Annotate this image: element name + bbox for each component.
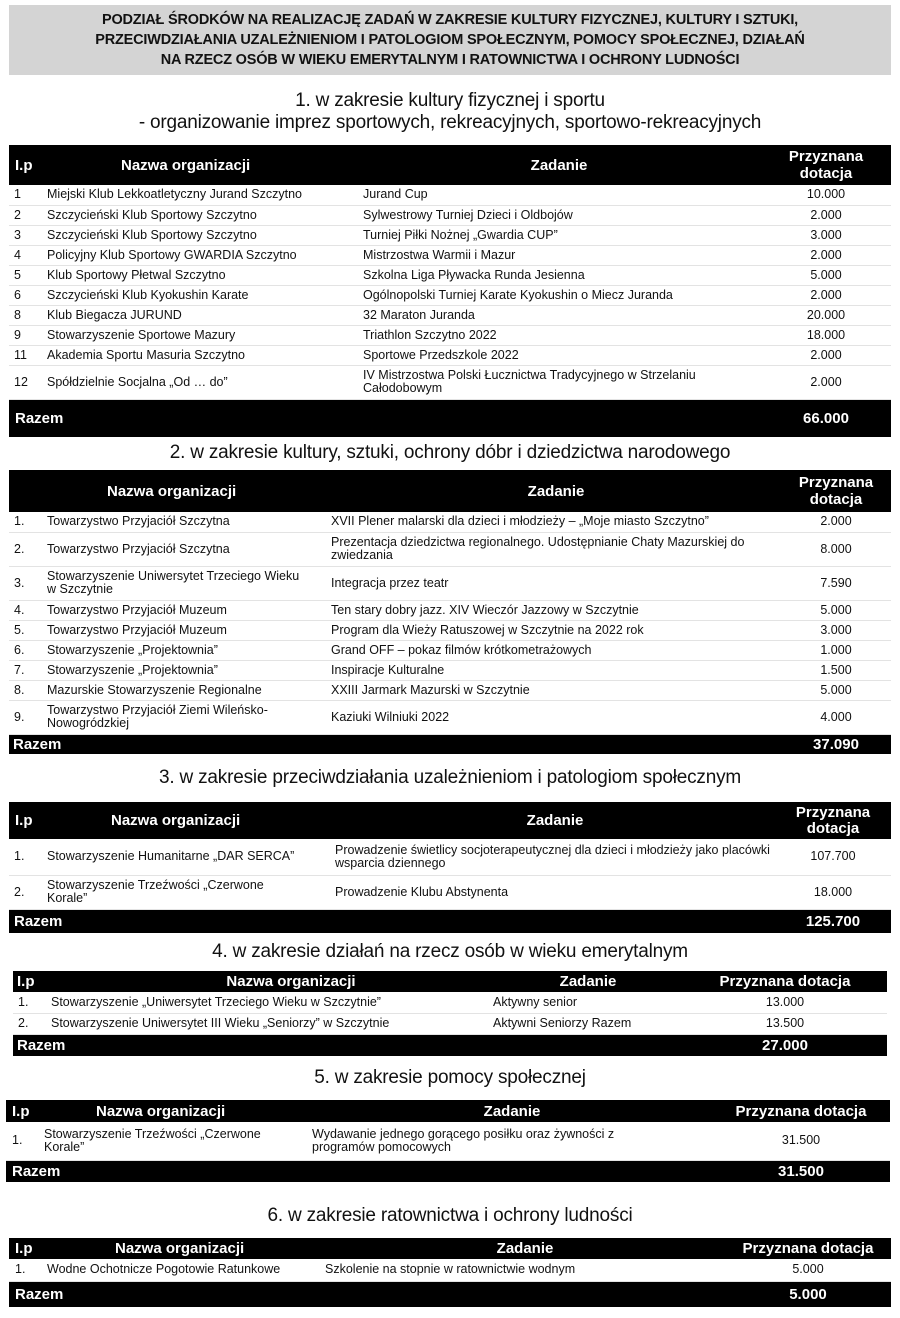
- cell-task: Szkolenie na stopnie w ratownictwie wodnym: [325, 1259, 725, 1281]
- cell-organization: Stowarzyszenie „Projektownia”: [43, 640, 331, 660]
- table-row: [9, 225, 891, 245]
- cell-organization: Spółdzielnie Socjalna „Od … do”: [43, 365, 357, 399]
- cell-amount: 4.000: [781, 700, 891, 734]
- total-amount: 5.000: [725, 1281, 891, 1307]
- section-title-line: 4. w zakresie działań na rzecz osób w wieku emerytalnym: [212, 941, 688, 962]
- header-amount: Przyznana dotacja: [781, 470, 891, 512]
- cell-amount: 5.000: [781, 680, 891, 700]
- header-amount: Przyznana dotacja: [761, 145, 891, 185]
- cell-lp: 4.: [9, 600, 43, 620]
- cell-lp: 2.: [9, 532, 43, 566]
- table-row: [6, 1122, 890, 1160]
- section-title-line: 1. w zakresie kultury fizycznej i sportu: [295, 90, 605, 111]
- cell-amount: 3.000: [781, 620, 891, 640]
- cell-organization: Towarzystwo Przyjaciół Szczytna: [43, 512, 331, 532]
- section-6-table: [9, 1238, 891, 1307]
- cell-amount: 2.000: [761, 345, 891, 365]
- cell-organization: Towarzystwo Przyjaciół Muzeum: [43, 600, 331, 620]
- cell-lp: 2: [9, 205, 43, 225]
- cell-lp: 6: [9, 285, 43, 305]
- cell-amount: 2.000: [761, 285, 891, 305]
- table-row: [9, 839, 891, 875]
- table-row: [9, 600, 891, 620]
- cell-task: Program dla Wieży Ratuszowej w Szczytnie na 2022 rok: [331, 620, 781, 640]
- header-amount: Przyznana dotacja: [712, 1100, 890, 1122]
- table-row: [13, 1013, 887, 1034]
- header-organization: Nazwa organizacji: [45, 1238, 325, 1259]
- table-row: [9, 365, 891, 399]
- cell-task: Sylwestrowy Turniej Dzieci i Oldbojów: [357, 205, 761, 225]
- document-title-line: PRZECIWDZIAŁANIA UZALEŻNIENIOM I PATOLOGIOM SPOŁECZNYM, POMOCY SPOŁECZNEJ, DZIAŁAŃ: [95, 32, 805, 48]
- cell-lp: 8: [9, 305, 43, 325]
- table-row: [9, 875, 891, 909]
- cell-amount: 5.000: [725, 1259, 891, 1281]
- table-header-row: [9, 1238, 891, 1259]
- cell-task: Kaziuki Wilniuki 2022: [331, 700, 781, 734]
- cell-amount: 1.500: [781, 660, 891, 680]
- cell-lp: 1.: [9, 839, 45, 875]
- cell-task: Prowadzenie świetlicy socjoterapeutycznej dla dzieci i młodzieży jako placówki wsparcia dziennego: [335, 839, 775, 875]
- cell-lp: 1.: [6, 1122, 42, 1160]
- cell-amount: 107.700: [775, 839, 891, 875]
- cell-amount: 8.000: [781, 532, 891, 566]
- section-4-table: [13, 971, 887, 1056]
- table-row: [9, 660, 891, 680]
- total-row: [6, 1160, 890, 1182]
- cell-lp: 3: [9, 225, 43, 245]
- section-2-title: [0, 442, 900, 464]
- section-2-table: [9, 470, 891, 754]
- cell-lp: 1: [9, 185, 43, 205]
- table-row: [13, 992, 887, 1013]
- total-amount: 31.500: [712, 1160, 890, 1182]
- cell-amount: 10.000: [761, 185, 891, 205]
- header-lp: I.p: [13, 971, 49, 992]
- header-amount: Przyznana dotacja: [683, 971, 887, 992]
- cell-organization: Klub Sportowy Płetwal Szczytno: [43, 265, 357, 285]
- section-title-line: 5. w zakresie pomocy społecznej: [314, 1067, 586, 1088]
- table-header-row: [9, 470, 891, 512]
- cell-lp: 3.: [9, 566, 43, 600]
- header-task: Zadanie: [493, 971, 683, 992]
- total-row: [9, 399, 891, 437]
- cell-organization: Szczycieński Klub Sportowy Szczytno: [43, 205, 357, 225]
- total-amount: 125.700: [775, 909, 891, 933]
- cell-organization: Stowarzyszenie „Projektownia”: [43, 660, 331, 680]
- cell-task: Triathlon Szczytno 2022: [357, 325, 761, 345]
- cell-lp: 12: [9, 365, 43, 399]
- table-row: [9, 205, 891, 225]
- table-row: [9, 640, 891, 660]
- section-1-title: [0, 90, 900, 134]
- cell-amount: 5.000: [761, 265, 891, 285]
- cell-task: Prowadzenie Klubu Abstynenta: [335, 875, 775, 909]
- cell-amount: 3.000: [761, 225, 891, 245]
- cell-organization: Towarzystwo Przyjaciół Muzeum: [43, 620, 331, 640]
- section-title-line: 3. w zakresie przeciwdziałania uzależnieniom i patologiom społecznym: [158, 767, 741, 788]
- section-1-table: [9, 145, 891, 437]
- total-label: Razem: [9, 1281, 725, 1307]
- table-header-row: [6, 1100, 890, 1122]
- total-label: Razem: [6, 1160, 712, 1182]
- table-row: [9, 1259, 891, 1281]
- cell-amount: 13.500: [683, 1013, 887, 1034]
- cell-amount: 2.000: [761, 205, 891, 225]
- total-label: Razem: [9, 734, 781, 754]
- cell-lp: 1.: [13, 992, 49, 1013]
- header-lp: I.p: [9, 145, 43, 185]
- cell-organization: Stowarzyszenie Uniwersytet III Wieku „Seniorzy” w Szczytnie: [49, 1013, 493, 1034]
- cell-organization: Towarzystwo Przyjaciół Ziemi Wileńsko-Nowogródzkiej: [43, 700, 331, 734]
- cell-organization: Mazurskie Stowarzyszenie Regionalne: [43, 680, 331, 700]
- cell-organization: Miejski Klub Lekkoatletyczny Jurand Szczytno: [43, 185, 357, 205]
- table-row: [9, 265, 891, 285]
- total-amount: 66.000: [761, 399, 891, 437]
- table-row: [9, 700, 891, 734]
- cell-organization: Stowarzyszenie Humanitarne „DAR SERCA”: [45, 839, 335, 875]
- cell-lp: 5: [9, 265, 43, 285]
- cell-task: Grand OFF – pokaz filmów krótkometrażowych: [331, 640, 781, 660]
- section-5-title: [0, 1067, 900, 1089]
- total-label: Razem: [13, 1034, 683, 1056]
- cell-organization: Towarzystwo Przyjaciół Szczytna: [43, 532, 331, 566]
- header-lp: I.p: [9, 802, 45, 839]
- cell-task: Prezentacja dziedzictwa regionalnego. Udostępnianie Chaty Mazurskiej do zwiedzania: [331, 532, 781, 566]
- total-row: [9, 734, 891, 754]
- cell-organization: Wodne Ochotnicze Pogotowie Ratunkowe: [45, 1259, 325, 1281]
- cell-organization: Szczycieński Klub Sportowy Szczytno: [43, 225, 357, 245]
- section-title-line: - organizowanie imprez sportowych, rekreacyjnych, sportowo-rekreacyjnych: [138, 112, 762, 133]
- document-title: [9, 5, 891, 75]
- cell-task: Inspiracje Kulturalne: [331, 660, 781, 680]
- header-amount: Przyznana dotacja: [775, 802, 891, 839]
- section-3-title: [0, 767, 900, 789]
- header-amount: Przyznana dotacja: [725, 1238, 891, 1259]
- cell-organization: Akademia Sportu Masuria Szczytno: [43, 345, 357, 365]
- table-row: [9, 305, 891, 325]
- section-title-line: 6. w zakresie ratownictwa i ochrony ludności: [267, 1205, 633, 1226]
- cell-amount: 1.000: [781, 640, 891, 660]
- header-organization: Nazwa organizacji: [42, 1100, 312, 1122]
- table-row: [9, 680, 891, 700]
- cell-lp: 7.: [9, 660, 43, 680]
- header-task: Zadanie: [357, 145, 761, 185]
- header-lp: [9, 470, 43, 512]
- cell-lp: 1.: [9, 512, 43, 532]
- table-row: [9, 566, 891, 600]
- cell-organization: Stowarzyszenie Uniwersytet Trzeciego Wieku w Szczytnie: [43, 566, 331, 600]
- cell-amount: 7.590: [781, 566, 891, 600]
- table-row: [9, 345, 891, 365]
- cell-amount: 2.000: [781, 512, 891, 532]
- cell-lp: 4: [9, 245, 43, 265]
- cell-task: XVII Plener malarski dla dzieci i młodzieży – „Moje miasto Szczytno”: [331, 512, 781, 532]
- cell-task: Sportowe Przedszkole 2022: [357, 345, 761, 365]
- cell-amount: 2.000: [761, 365, 891, 399]
- section-3-table: [9, 802, 891, 933]
- cell-organization: Klub Biegacza JURUND: [43, 305, 357, 325]
- cell-task: Aktywny senior: [493, 992, 683, 1013]
- table-row: [9, 185, 891, 205]
- table-row: [9, 325, 891, 345]
- total-amount: 37.090: [781, 734, 891, 754]
- table-header-row: [9, 145, 891, 185]
- cell-task: Aktywni Seniorzy Razem: [493, 1013, 683, 1034]
- document-title-line: NA RZECZ OSÓB W WIEKU EMERYTALNYM I RATOWNICTWA I OCHRONY LUDNOŚCI: [160, 52, 740, 68]
- cell-amount: 20.000: [761, 305, 891, 325]
- table-header-row: [13, 971, 887, 992]
- table-header-row: [9, 802, 891, 839]
- cell-organization: Policyjny Klub Sportowy GWARDIA Szczytno: [43, 245, 357, 265]
- table-row: [9, 620, 891, 640]
- cell-organization: Stowarzyszenie Trzeźwości „Czerwone Korale”: [45, 875, 335, 909]
- header-organization: Nazwa organizacji: [49, 971, 493, 992]
- cell-lp: 2.: [13, 1013, 49, 1034]
- cell-task: Szkolna Liga Pływacka Runda Jesienna: [357, 265, 761, 285]
- cell-task: Mistrzostwa Warmii i Mazur: [357, 245, 761, 265]
- cell-lp: 8.: [9, 680, 43, 700]
- header-organization: Nazwa organizacji: [43, 145, 357, 185]
- total-row: [9, 1281, 891, 1307]
- cell-task: Integracja przez teatr: [331, 566, 781, 600]
- cell-task: Ten stary dobry jazz. XIV Wieczór Jazzowy w Szczytnie: [331, 600, 781, 620]
- table-row: [9, 245, 891, 265]
- cell-lp: 6.: [9, 640, 43, 660]
- total-label: Razem: [9, 399, 761, 437]
- header-organization: Nazwa organizacji: [45, 802, 335, 839]
- table-row: [9, 512, 891, 532]
- section-5-table: [6, 1100, 890, 1182]
- cell-amount: 18.000: [761, 325, 891, 345]
- total-amount: 27.000: [683, 1034, 887, 1056]
- section-4-title: [0, 941, 900, 963]
- cell-lp: 5.: [9, 620, 43, 640]
- total-row: [9, 909, 891, 933]
- header-task: Zadanie: [335, 802, 775, 839]
- document-title-line: PODZIAŁ ŚRODKÓW NA REALIZACJĘ ZADAŃ W ZAKRESIE KULTURY FIZYCZNEJ, KULTURY I SZTUKI,: [101, 12, 799, 28]
- header-task: Zadanie: [325, 1238, 725, 1259]
- section-6-title: [0, 1205, 900, 1227]
- header-task: Zadanie: [331, 470, 781, 512]
- cell-task: Turniej Piłki Nożnej „Gwardia CUP”: [357, 225, 761, 245]
- cell-task: Ogólnopolski Turniej Karate Kyokushin o Miecz Juranda: [357, 285, 761, 305]
- cell-amount: 18.000: [775, 875, 891, 909]
- cell-task: XXIII Jarmark Mazurski w Szczytnie: [331, 680, 781, 700]
- header-lp: I.p: [6, 1100, 42, 1122]
- cell-task: Jurand Cup: [357, 185, 761, 205]
- header-lp: I.p: [9, 1238, 45, 1259]
- cell-lp: 2.: [9, 875, 45, 909]
- cell-task: IV Mistrzostwa Polski Łucznictwa Tradycyjnego w Strzelaniu Całodobowym: [357, 365, 761, 399]
- section-title-line: 2. w zakresie kultury, sztuki, ochrony dóbr i dziedzictwa narodowego: [169, 442, 731, 463]
- cell-task: 32 Maraton Juranda: [357, 305, 761, 325]
- cell-lp: 1.: [9, 1259, 45, 1281]
- cell-lp: 9.: [9, 700, 43, 734]
- cell-organization: Szczycieński Klub Kyokushin Karate: [43, 285, 357, 305]
- cell-task: Wydawanie jednego gorącego posiłku oraz żywności z programów pomocowych: [312, 1122, 712, 1160]
- cell-organization: Stowarzyszenie Sportowe Mazury: [43, 325, 357, 345]
- cell-organization: Stowarzyszenie Trzeźwości „Czerwone Korale”: [42, 1122, 312, 1160]
- cell-amount: 13.000: [683, 992, 887, 1013]
- cell-amount: 31.500: [712, 1122, 890, 1160]
- total-label: Razem: [9, 909, 775, 933]
- header-task: Zadanie: [312, 1100, 712, 1122]
- table-row: [9, 532, 891, 566]
- cell-amount: 2.000: [761, 245, 891, 265]
- cell-amount: 5.000: [781, 600, 891, 620]
- cell-organization: Stowarzyszenie „Uniwersytet Trzeciego Wieku w Szczytnie”: [49, 992, 493, 1013]
- cell-lp: 9: [9, 325, 43, 345]
- table-row: [9, 285, 891, 305]
- cell-lp: 11: [9, 345, 43, 365]
- header-organization: Nazwa organizacji: [43, 470, 331, 512]
- total-row: [13, 1034, 887, 1056]
